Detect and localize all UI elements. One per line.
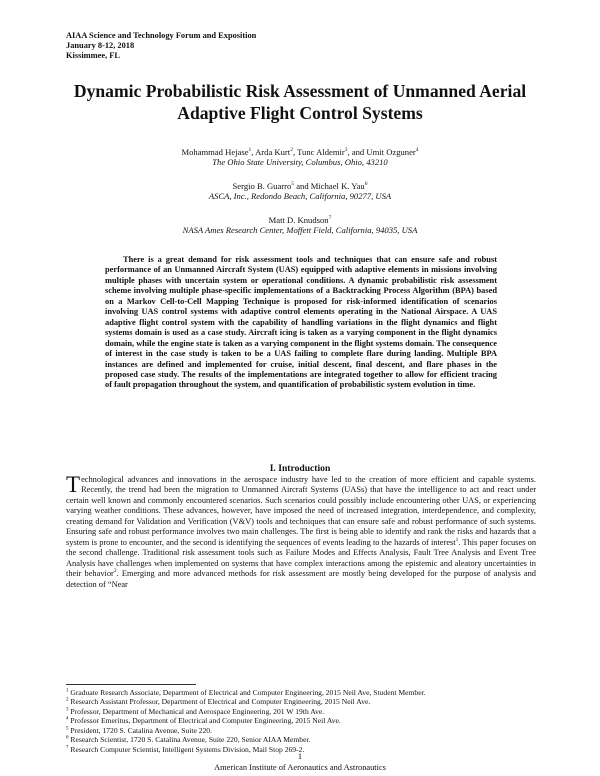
author-group-3 (40, 215, 560, 236)
intro-text-3: . Emerging and more advanced methods for risk assessment are mostly being developed for the purpose of analysis and detection of “Near (66, 569, 536, 589)
footnote-number: 4 (66, 716, 69, 722)
footnote-text: Professor, Department of Mechanical and Aerospace Engineering, 201 W 19th Ave. (70, 706, 325, 716)
affiliation: ASCA, Inc., Redondo Beach, California, 90277, USA (208, 191, 392, 202)
footnote (66, 735, 426, 744)
intro-text-2: . This paper focuses on the second challenge. Traditional risk assessment tools such as Failure Modes and Effects Analysis, Fault Tree Analysis and Event Tree Analysis have challenges when implemented on systems that have complex interactions among the epistemic and aleatory uncertainties in their behavior (66, 537, 537, 579)
author-name: Arda Kurt (255, 147, 291, 157)
author-name: Sergio B. Guarro (232, 181, 292, 191)
author-names: Sergio B. Guarro$^5$ and Michael K. Yau$^6$ (232, 181, 368, 191)
footnote (66, 688, 426, 697)
author-name: Tunc Aldemir (297, 147, 345, 157)
footnote-number: 2 (66, 697, 69, 703)
citation-ref: 1 (455, 536, 459, 543)
footnote (66, 745, 426, 754)
footnote-text: Research Computer Scientist, Intelligent Systems Division, Mail Stop 269-2. (70, 744, 305, 754)
author-footnote-mark: 3 (344, 147, 348, 154)
conference-name: AIAA Science and Technology Forum and Exposition (66, 31, 257, 40)
author-name: Matt D. Knudson (268, 215, 329, 225)
affiliation: The Ohio State University, Columbus, Ohio, 43210 (212, 157, 388, 168)
author-group-1 (40, 147, 560, 168)
title-line-1: Dynamic Probabilistic Risk Assessment of Unmanned Aerial (73, 81, 527, 101)
author-footnote-mark: 2 (290, 147, 293, 154)
section-heading: I. Introduction (269, 463, 331, 474)
paper-title (40, 80, 560, 124)
author-footnote-mark: 1 (248, 147, 252, 154)
author-footnote-mark: 7 (328, 215, 332, 222)
title-line-2: Adaptive Flight Control Systems (177, 103, 423, 123)
footnote-number: 1 (66, 688, 69, 694)
footnotes (66, 688, 426, 754)
intro-text-1: echnological advances and innovations in the aerospace industry have led to the creation of more efficient and capable systems. Recently, the trend had been the migration to Unmanned Aircraft Systems (UASs) that have the intelligence to act and react under certain well known and commonly encountered scenarios. Such scenarios could possibly include encountering other UAS, or experiencing varying weather conditions. These advances, however, have imposed the need of increased integration, interdependence, and complexity, creating demand for Validation and Verification (V&V) tools and techniques that can ensure safe and robust performance of such systems. Ensuring safe and robust performance involves two main challenges. The first is being able to identify and rank the risks and hazards that a system is prone to encounter, and the second is identifying the sequences of events leading to the hazards of interest (66, 475, 536, 547)
footnote-number: 6 (66, 735, 69, 741)
footnote-text: Professor Emeritus, Department of Electrical and Computer Engineering, 2015 Neil Ave. (70, 716, 341, 726)
page-footer: American Institute of Aeronautics and Astronautics (214, 763, 386, 772)
introduction-paragraph (66, 472, 537, 590)
footnote (66, 726, 426, 735)
author-group-2 (40, 181, 560, 202)
footnote-text: Research Scientist, 1720 S. Catalina Avenue, Suite 220, Senior AIAA Member. (70, 735, 311, 745)
footnote (66, 707, 426, 716)
abstract: There is a great demand for risk assessment tools and techniques that can ensure safe and robust performance of an Unmanned Aircraft System (UAS) equipped with adaptive elements in missions involving multiple phases with uncertain system or operational conditions. A dynamic probabilistic risk assessment scheme involving multiple phase-specific implementations of a Backtracking Process Algorithm (BPA) based on a Markov Cell-to-Cell Mapping Technique is proposed for risk-informed identification of scenarios involving UAS control systems with adaptive control elements operating in the National Airspace. A UAS adaptive flight control system with the capability of handling variations in the flight dynamics and flight systems domain is used as a case study. Aircraft icing is taken as a varying component in the flight dynamics domain, while the engine state is taken as a varying component in the flight systems domain. The consequence of interest in the case study is taken to be a UAS failing to complete flare during landing. Multiple BPA instances are defined and implemented for cruise, initial descent, final descent, and flare phases in the proposed case study. The results of the implementations are integrated together to allow for efficient tracing of fault propagation throughout the system, and quantification of probabilistic system evolution in time. (105, 255, 497, 390)
footnote (66, 716, 426, 725)
footnote-number: 7 (66, 745, 69, 751)
conference-location: Kissimmee, FL (66, 51, 120, 61)
conference-dates: January 8-12, 2018 (66, 41, 135, 51)
author-name: Mohammad Hejase (181, 147, 249, 157)
footnote (66, 697, 426, 706)
citation-ref: 2 (113, 568, 117, 575)
drop-cap: T (66, 472, 81, 497)
footnote-text: Graduate Research Associate, Department of Electrical and Computer Engineering, 2015 Neil Ave, Student Member. (70, 688, 426, 697)
author-name: Umit Ozguner (366, 147, 416, 157)
author-footnote-mark: 4 (415, 147, 419, 154)
footnote-text: Research Assistant Professor, Department of Electrical and Computer Engineering, 2015 Neil Ave. (70, 697, 371, 707)
author-footnote-mark: 5 (291, 181, 295, 188)
author-names (40, 215, 560, 225)
footnote-divider (66, 684, 196, 685)
footnote-number: 5 (66, 726, 69, 732)
author-name: Michael K. Yau (310, 181, 365, 191)
author-footnote-mark: 6 (364, 181, 368, 188)
author-names: Mohammad Hejase$^1$, Arda Kurt$^2$, Tunc Aldemir$^3$, and Umit Ozguner$^4$ (181, 147, 419, 157)
page-number: 1 (297, 752, 303, 761)
footnote-number: 3 (66, 707, 69, 713)
affiliation: NASA Ames Research Center, Moffett Field, California, 94035, USA (182, 225, 418, 236)
conference-header (66, 31, 256, 62)
footnote-text: President, 1720 S. Catalina Avenue, Suite 220. (70, 725, 212, 735)
